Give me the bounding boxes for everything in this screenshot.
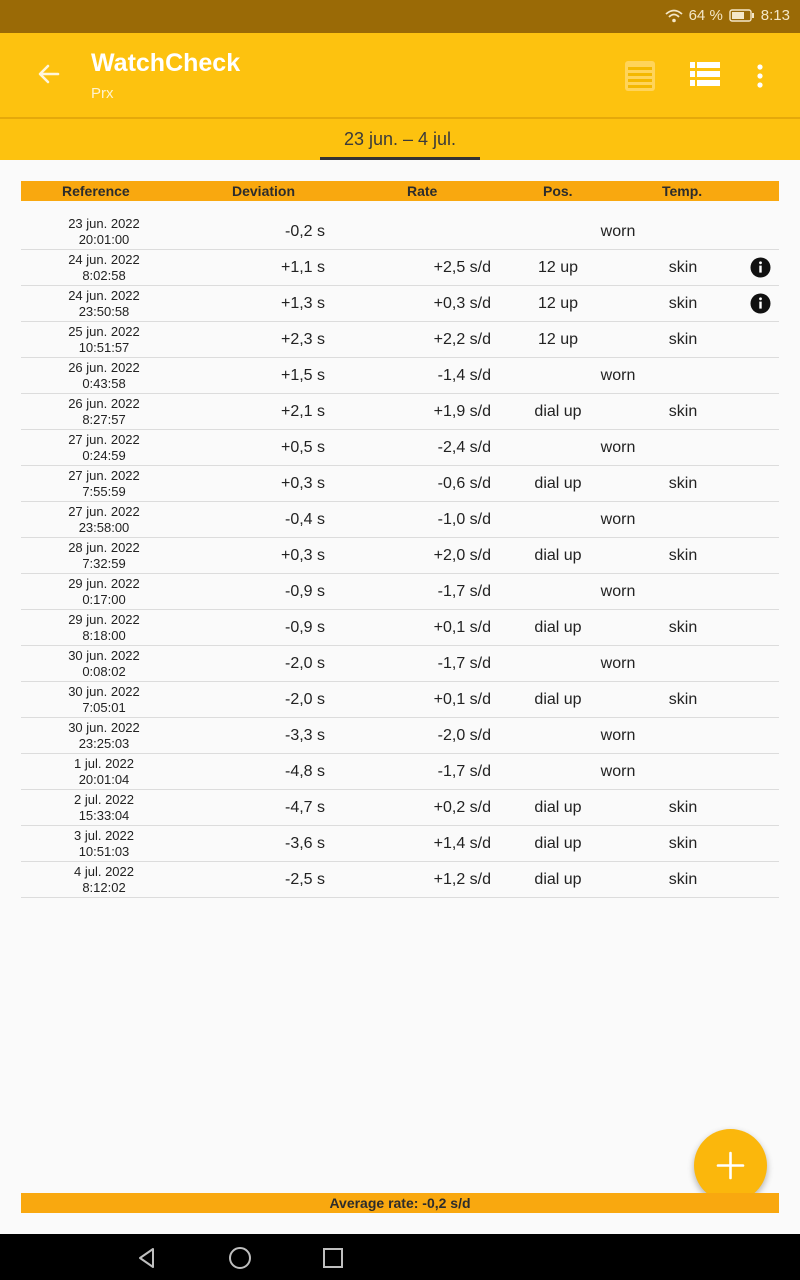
- reference-cell: [21, 324, 187, 356]
- position-cell: 12 up: [537, 295, 579, 312]
- deviation-cell: +2,1 s: [280, 403, 325, 420]
- app-title: WatchCheck: [91, 49, 241, 77]
- deviation-cell: +0,3 s: [280, 547, 325, 564]
- system-nav-bar: [0, 1234, 800, 1280]
- reference-date: 23 jun. 2022: [68, 216, 140, 231]
- reference-date: 30 jun. 2022: [68, 648, 140, 663]
- reference-time: 0:08:02: [82, 664, 126, 679]
- temp-cell: skin: [668, 259, 698, 276]
- reference-time: 0:17:00: [82, 592, 126, 607]
- status-time: 8:13: [760, 7, 790, 24]
- reference-cell: [21, 720, 187, 752]
- rate-cell: -1,7 s/d: [437, 655, 491, 672]
- reference-date: 4 jul. 2022: [74, 864, 134, 879]
- position-cell: dial up: [534, 547, 582, 564]
- table-row[interactable]: [21, 754, 779, 790]
- reference-date: 2 jul. 2022: [74, 792, 134, 807]
- position-cell: worn: [600, 367, 636, 384]
- table-row[interactable]: [21, 286, 779, 322]
- temp-cell: skin: [668, 619, 698, 636]
- reference-time: 7:05:01: [82, 700, 126, 715]
- rate-cell: +1,4 s/d: [433, 835, 491, 852]
- reference-cell: [21, 468, 187, 500]
- reference-time: 10:51:03: [78, 844, 130, 859]
- reference-cell: [21, 252, 187, 284]
- rate-cell: +2,5 s/d: [433, 259, 491, 276]
- rate-cell: +2,0 s/d: [433, 547, 491, 564]
- list-view-icon[interactable]: [688, 59, 722, 93]
- deviation-cell: +1,5 s: [280, 367, 325, 384]
- table-row[interactable]: [21, 862, 779, 898]
- measurements-list: [21, 214, 779, 898]
- reference-cell: [21, 612, 187, 644]
- calendar-view-icon[interactable]: [623, 59, 657, 93]
- more-vert-icon[interactable]: [743, 59, 777, 93]
- reference-cell: [21, 288, 187, 320]
- tab-date-range[interactable]: 23 jun. – 4 jul.: [343, 129, 457, 149]
- deviation-cell: -0,9 s: [284, 583, 325, 600]
- rate-cell: -0,6 s/d: [437, 475, 491, 492]
- rate-cell: +2,2 s/d: [433, 331, 491, 348]
- reference-time: 8:02:58: [82, 268, 126, 283]
- header-position: Pos.: [543, 183, 573, 199]
- app-subtitle: Prx: [91, 85, 114, 102]
- info-icon[interactable]: [750, 293, 771, 314]
- position-cell: 12 up: [537, 331, 579, 348]
- reference-cell: [21, 828, 187, 860]
- reference-cell: [21, 432, 187, 464]
- deviation-cell: -2,0 s: [284, 691, 325, 708]
- deviation-cell: -2,5 s: [284, 871, 325, 888]
- battery-icon: [729, 9, 755, 22]
- position-cell: worn: [600, 763, 636, 780]
- add-icon: [694, 1129, 767, 1202]
- app-bar: [0, 33, 800, 117]
- table-row[interactable]: [21, 790, 779, 826]
- deviation-cell: -3,3 s: [284, 727, 325, 744]
- temp-cell: skin: [668, 871, 698, 888]
- reference-date: 28 jun. 2022: [68, 540, 140, 555]
- reference-date: 29 jun. 2022: [68, 612, 140, 627]
- reference-cell: [21, 216, 187, 248]
- temp-cell: skin: [668, 331, 698, 348]
- temp-cell: skin: [668, 691, 698, 708]
- info-icon[interactable]: [750, 257, 771, 278]
- rate-cell: +0,1 s/d: [433, 619, 491, 636]
- arrow-back-icon[interactable]: [34, 59, 64, 89]
- reference-time: 20:01:00: [78, 232, 130, 247]
- deviation-cell: -0,4 s: [284, 511, 325, 528]
- deviation-cell: +1,1 s: [280, 259, 325, 276]
- reference-time: 7:32:59: [82, 556, 126, 571]
- reference-date: 27 jun. 2022: [68, 432, 140, 447]
- reference-date: 27 jun. 2022: [68, 504, 140, 519]
- table-row[interactable]: [21, 610, 779, 646]
- reference-cell: [21, 648, 187, 680]
- position-cell: worn: [600, 511, 636, 528]
- table-row[interactable]: [21, 646, 779, 682]
- position-cell: worn: [600, 583, 636, 600]
- wifi-icon: [665, 9, 683, 23]
- table-row[interactable]: [21, 214, 779, 250]
- rate-cell: +0,3 s/d: [433, 295, 491, 312]
- rate-cell: +1,2 s/d: [433, 871, 491, 888]
- add-measurement-button[interactable]: [694, 1129, 767, 1202]
- reference-date: 29 jun. 2022: [68, 576, 140, 591]
- reference-cell: [21, 504, 187, 536]
- temp-cell: skin: [668, 799, 698, 816]
- position-cell: dial up: [534, 835, 582, 852]
- rate-cell: -1,0 s/d: [437, 511, 491, 528]
- reference-date: 26 jun. 2022: [68, 396, 140, 411]
- rate-cell: -1,4 s/d: [437, 367, 491, 384]
- table-row[interactable]: [21, 826, 779, 862]
- status-bar: [0, 0, 800, 33]
- table-row[interactable]: [21, 250, 779, 286]
- reference-time: 10:51:57: [78, 340, 130, 355]
- reference-time: 20:01:04: [78, 772, 130, 787]
- table-row[interactable]: [21, 466, 779, 502]
- reference-date: 30 jun. 2022: [68, 684, 140, 699]
- table-row[interactable]: [21, 682, 779, 718]
- tab-bar: [0, 117, 800, 160]
- rate-cell: -1,7 s/d: [437, 583, 491, 600]
- reference-cell: [21, 756, 187, 788]
- rate-cell: -2,4 s/d: [437, 439, 491, 456]
- table-row[interactable]: [21, 502, 779, 538]
- position-cell: 12 up: [537, 259, 579, 276]
- reference-cell: [21, 864, 187, 896]
- rate-cell: -1,7 s/d: [437, 763, 491, 780]
- position-cell: dial up: [534, 691, 582, 708]
- deviation-cell: +0,3 s: [280, 475, 325, 492]
- reference-time: 23:50:58: [78, 304, 130, 319]
- reference-date: 24 jun. 2022: [68, 252, 140, 267]
- battery-percent: 64 %: [688, 7, 723, 24]
- rate-cell: +1,9 s/d: [433, 403, 491, 420]
- nav-home-icon[interactable]: [227, 1245, 253, 1271]
- table-row[interactable]: [21, 394, 779, 430]
- average-rate-bar: Average rate: -0,2 s/d: [21, 1193, 779, 1213]
- deviation-cell: +1,3 s: [280, 295, 325, 312]
- position-cell: dial up: [534, 403, 582, 420]
- nav-back-icon[interactable]: [134, 1245, 160, 1271]
- reference-cell: [21, 540, 187, 572]
- position-cell: worn: [600, 655, 636, 672]
- reference-date: 24 jun. 2022: [68, 288, 140, 303]
- deviation-cell: -0,2 s: [284, 223, 325, 240]
- table-header: [21, 181, 779, 201]
- rate-cell: +0,2 s/d: [433, 799, 491, 816]
- tab-indicator: [320, 157, 480, 160]
- position-cell: dial up: [534, 475, 582, 492]
- table-row[interactable]: [21, 430, 779, 466]
- rate-cell: -2,0 s/d: [437, 727, 491, 744]
- temp-cell: skin: [668, 475, 698, 492]
- table-row[interactable]: [21, 322, 779, 358]
- reference-time: 8:27:57: [82, 412, 126, 427]
- reference-cell: [21, 792, 187, 824]
- table-row[interactable]: [21, 358, 779, 394]
- reference-date: 27 jun. 2022: [68, 468, 140, 483]
- position-cell: dial up: [534, 619, 582, 636]
- reference-time: 8:18:00: [82, 628, 126, 643]
- reference-time: 23:58:00: [78, 520, 130, 535]
- position-cell: worn: [600, 223, 636, 240]
- rate-cell: +0,1 s/d: [433, 691, 491, 708]
- deviation-cell: -0,9 s: [284, 619, 325, 636]
- reference-date: 3 jul. 2022: [74, 828, 134, 843]
- reference-cell: [21, 684, 187, 716]
- nav-recents-icon[interactable]: [320, 1245, 346, 1271]
- deviation-cell: +2,3 s: [280, 331, 325, 348]
- position-cell: worn: [600, 727, 636, 744]
- position-cell: worn: [600, 439, 636, 456]
- reference-time: 7:55:59: [82, 484, 126, 499]
- reference-cell: [21, 360, 187, 392]
- reference-date: 30 jun. 2022: [68, 720, 140, 735]
- deviation-cell: -2,0 s: [284, 655, 325, 672]
- reference-time: 0:43:58: [82, 376, 126, 391]
- reference-time: 8:12:02: [82, 880, 126, 895]
- temp-cell: skin: [668, 835, 698, 852]
- reference-cell: [21, 576, 187, 608]
- reference-time: 0:24:59: [82, 448, 126, 463]
- header-rate: Rate: [407, 183, 438, 199]
- reference-date: 26 jun. 2022: [68, 360, 140, 375]
- header-deviation: Deviation: [232, 183, 296, 199]
- deviation-cell: -4,7 s: [284, 799, 325, 816]
- position-cell: dial up: [534, 799, 582, 816]
- header-temp: Temp.: [662, 183, 703, 199]
- table-row[interactable]: [21, 718, 779, 754]
- reference-time: 15:33:04: [78, 808, 130, 823]
- table-row[interactable]: [21, 538, 779, 574]
- temp-cell: skin: [668, 403, 698, 420]
- temp-cell: skin: [668, 295, 698, 312]
- deviation-cell: +0,5 s: [280, 439, 325, 456]
- position-cell: dial up: [534, 871, 582, 888]
- temp-cell: skin: [668, 547, 698, 564]
- reference-date: 1 jul. 2022: [74, 756, 134, 771]
- reference-cell: [21, 396, 187, 428]
- reference-time: 23:25:03: [78, 736, 130, 751]
- reference-date: 25 jun. 2022: [68, 324, 140, 339]
- deviation-cell: -4,8 s: [284, 763, 325, 780]
- table-row[interactable]: [21, 574, 779, 610]
- deviation-cell: -3,6 s: [284, 835, 325, 852]
- header-reference: Reference: [62, 183, 130, 199]
